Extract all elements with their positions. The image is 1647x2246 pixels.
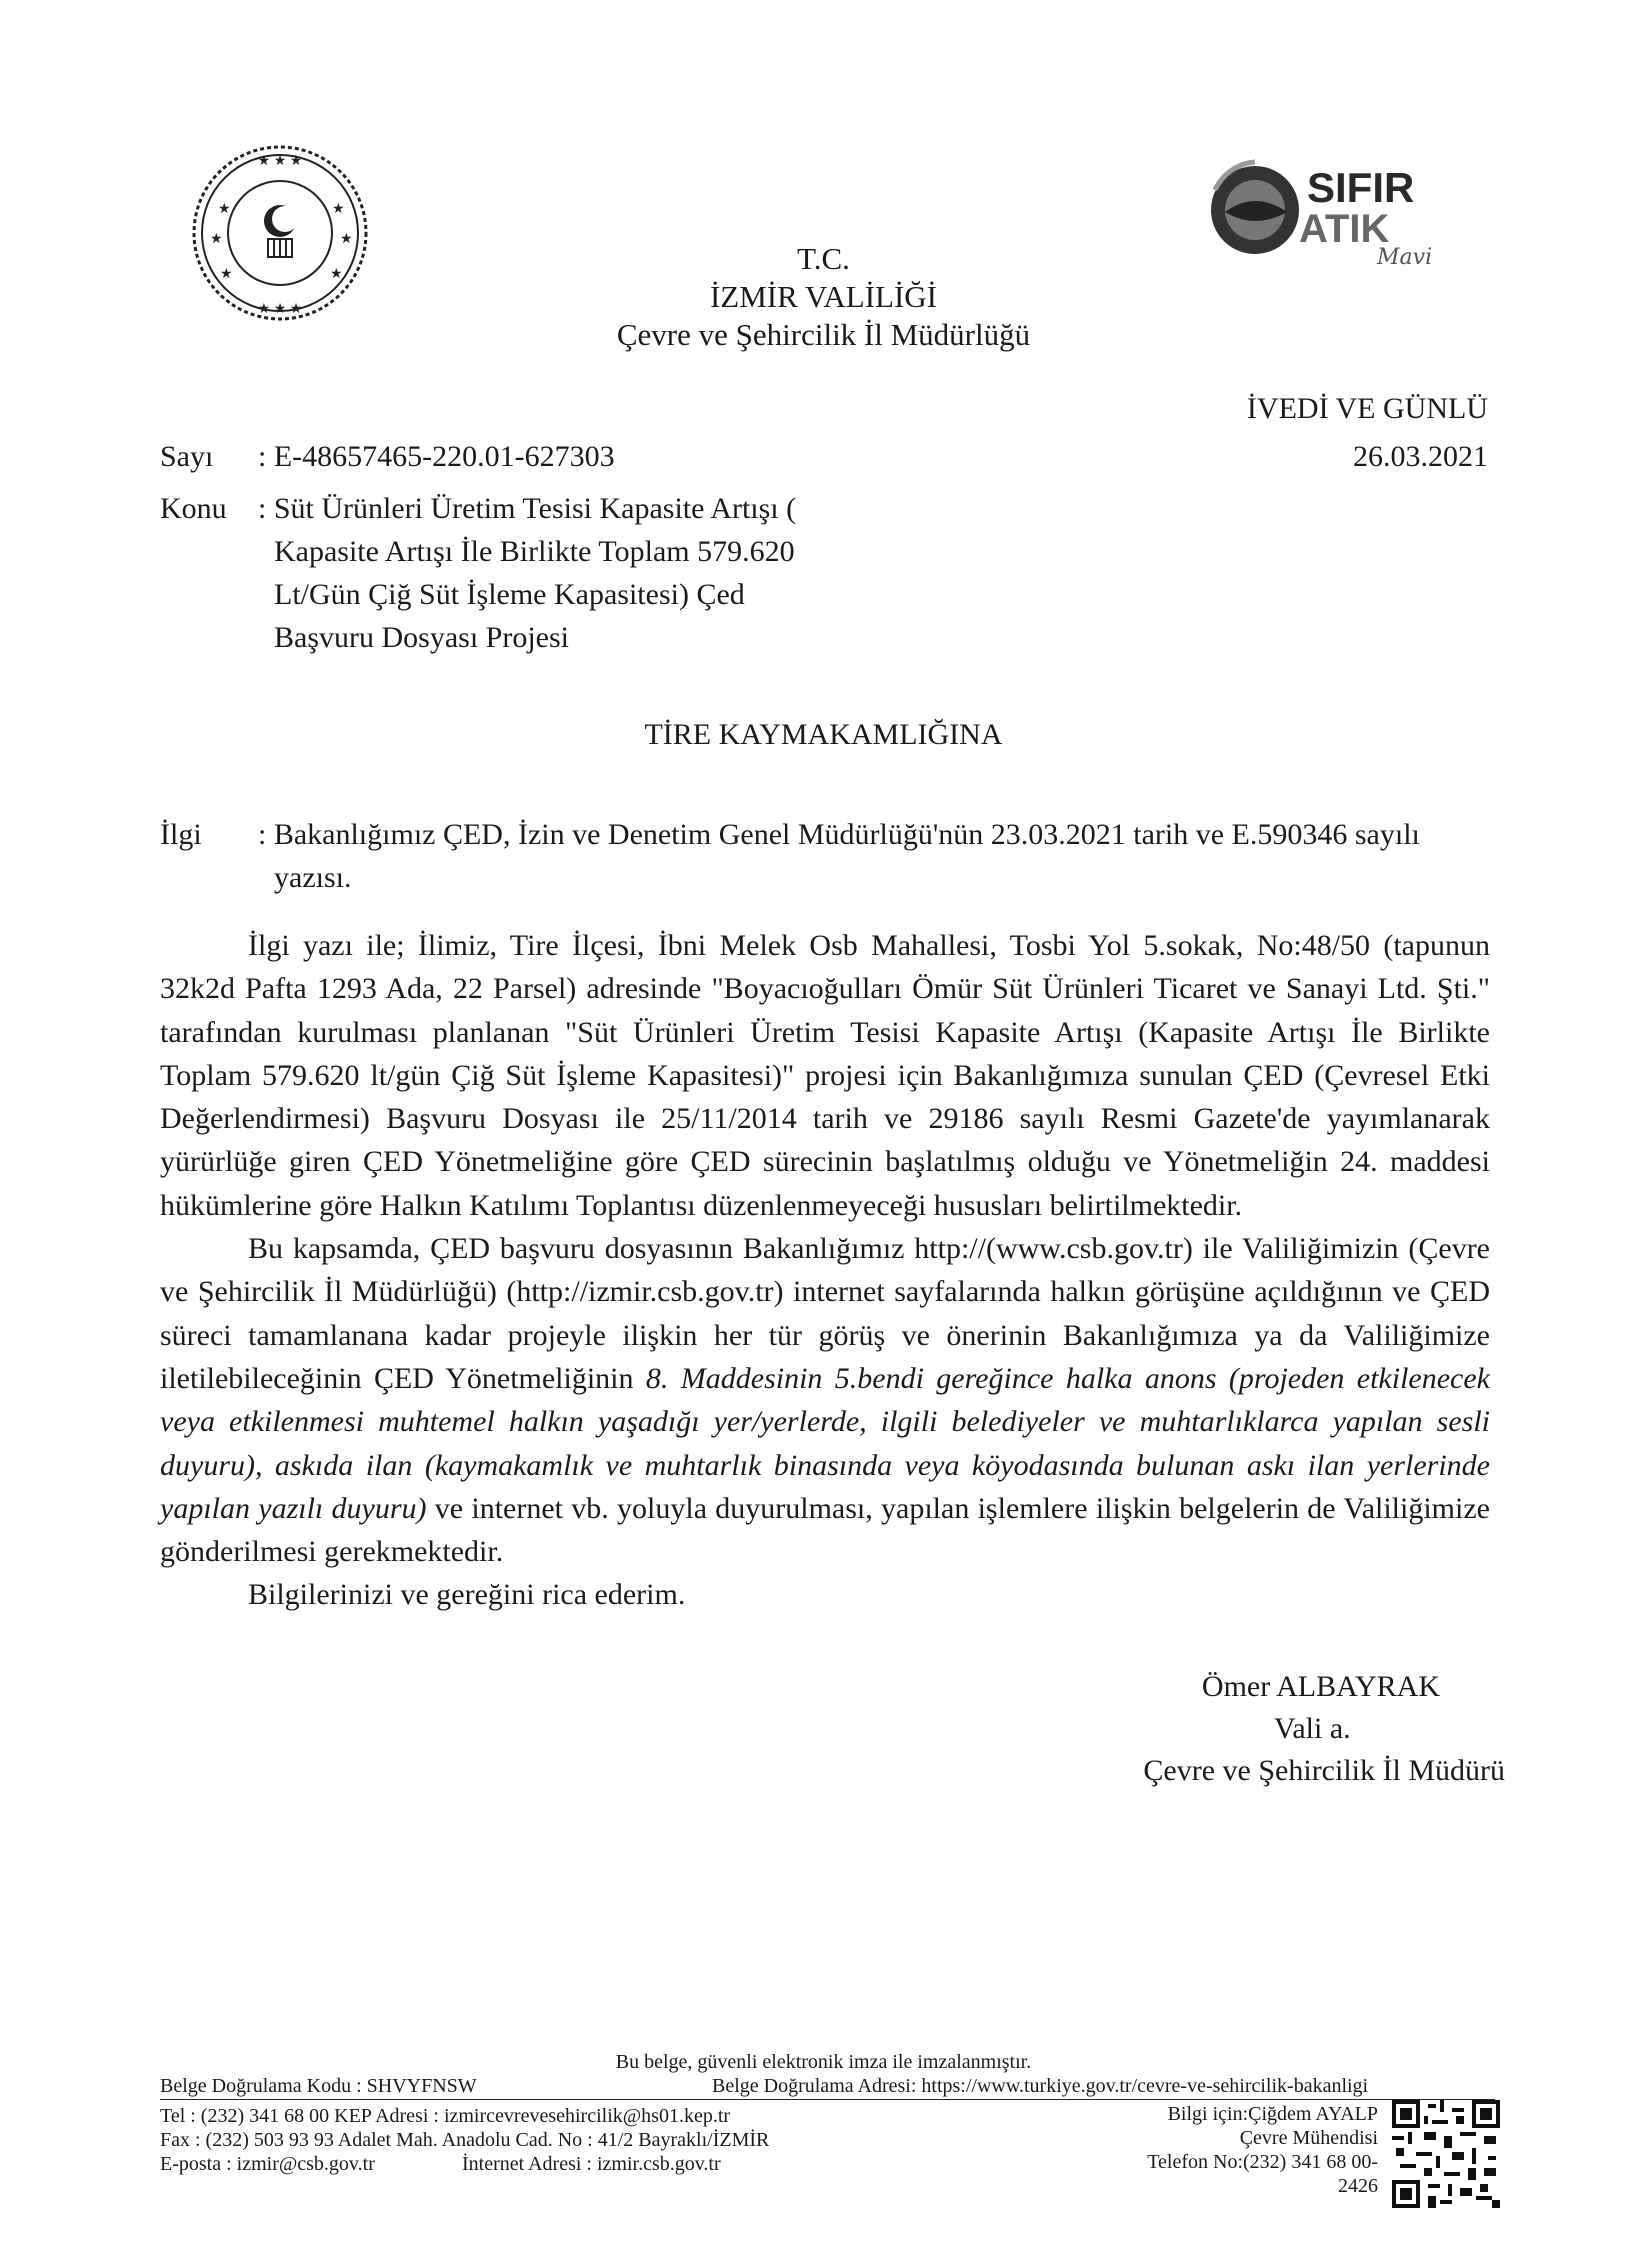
konu-line: Kapasite Artışı İle Birlikte Toplam 579.620 (274, 535, 795, 568)
signer-role: Vali a. (1274, 1712, 1351, 1745)
body-paragraph-2 (160, 1227, 1490, 1573)
svg-text:★: ★ (332, 202, 345, 217)
svg-text:★: ★ (340, 232, 353, 247)
contact-phone: Telefon No:(232) 341 68 00- (1147, 2151, 1378, 2173)
konu-label: Konu (160, 492, 227, 525)
svg-text:★ ★ ★: ★ ★ ★ (257, 154, 303, 169)
contact-person: Bilgi için:Çiğdem AYALP (1167, 2103, 1378, 2125)
footer-web: İnternet Adresi : izmir.csb.gov.tr (462, 2153, 721, 2175)
header-tc: T.C. (797, 241, 850, 276)
signer-title: Çevre ve Şehircilik İl Müdürü (1143, 1754, 1505, 1787)
svg-text:SIFIR: SIFIR (1307, 164, 1415, 211)
contact-title: Çevre Mühendisi (1239, 2127, 1378, 2149)
urgency-label: İVEDİ VE GÜNLÜ (1246, 392, 1488, 425)
svg-text:★: ★ (210, 232, 223, 247)
header-institution: İZMİR VALİLİĞİ (709, 279, 938, 314)
footer-email: E-posta : izmir@csb.gov.tr (160, 2153, 375, 2175)
konu-line: : Süt Ürünleri Üretim Tesisi Kapasite Artışı ( (258, 492, 797, 525)
footer-divider (160, 2099, 1495, 2100)
verify-address: Belge Doğrulama Adresi: https://www.turkiye.gov.tr/cevre-ve-sehircilik-bakanligi (712, 2075, 1369, 2097)
svg-text:★: ★ (220, 267, 233, 282)
svg-text:★: ★ (218, 202, 231, 217)
ilgi-text: : Bakanlığımız ÇED, İzin ve Denetim Genel Müdürlüğü'nün 23.03.2021 tarih ve E.590346 sayılı (258, 818, 1420, 851)
signer-name: Ömer ALBAYRAK (1201, 1670, 1440, 1703)
contact-phone-ext: 2426 (1338, 2175, 1378, 2197)
letter-body (160, 924, 1490, 1617)
body-paragraph-1: İlgi yazı ile; İlimiz, Tire İlçesi, İbni Melek Osb Mahallesi, Tosbi Yol 5.sokak, No:48/50 (tapunun 32k2d Pafta 1293 Ada, 22 Parsel) adresinde "Boyacıoğulları Ömür Süt Ürünleri Ticaret ve Sanayi Ltd. Şti." tarafından kurulması planlanan "Süt Ürünleri Üretim Tesisi Kapasite Artışı (Kapasite Artışı İle Birlikte Toplam 579.620 lt/gün Çiğ Süt İşleme Kapasitesi)" projesi için Bakanlığımıza sunulan ÇED (Çevresel Etki Değerlendirmesi) Başvuru Dosyası ile 25/11/2014 tarih ve 29186 sayılı Resmi Gazete'de yayımlanarak yürürlüğe giren ÇED Yönetmeliğine göre ÇED sürecinin başlatılmış olduğu ve Yönetmeliğin 24. maddesi hükümlerine göre Halkın Katılımı Toplantısı düzenlenmeyeceği hususları belirtilmektedir. (160, 929, 1490, 1222)
konu-line: Lt/Gün Çiğ Süt İşleme Kapasitesi) Çed (274, 578, 745, 611)
addressee: TİRE KAYMAKAMLIĞINA (644, 718, 1003, 751)
document-date: 26.03.2021 (1353, 440, 1488, 473)
ilgi-label: İlgi (160, 818, 202, 851)
esign-note: Bu belge, güvenli elektronik imza ile imzalanmıştır. (615, 2051, 1032, 2073)
sayi-label: Sayı (160, 440, 214, 473)
svg-text:ATIK: ATIK (1299, 207, 1390, 251)
qr-code-icon (1392, 2100, 1500, 2208)
body-p2-start: Bu kapsamda, ÇED başvuru dosyasının Bakanlığımız http://(www.csb.gov.tr) ile Valiliğimizin (Çevre ve Şehircilik İl Müdürlüğü) (http://izmir.csb.gov.tr) internet sayfalarında halkın görüşüne açıldığının ve ÇED süreci tamamlanana kadar projeyle ilişkin her tür görüş ve önerinin Bakanlığımıza ya da Valiliğimize iletilebileceğinin ÇED Yönetmeliğinin (160, 1232, 1490, 1395)
footer-fax: Fax : (232) 503 93 93 Adalet Mah. Anadolu Cad. No : 41/2 Bayraklı/İZMİR (160, 2129, 770, 2151)
body-p2-italic: 8. Maddesinin 5.bendi gereğince halka anons (projeden etkilenecek veya etkilenmesi muhtemel halkın yaşadığı yer/yerlerde, ilgili belediyeler ve muhtarlıklarca yapılan sesli duyuru), askıda ilan (kaymakamlık ve muhtarlık binasında veya köyodasında bulunan askı ilan yerlerinde yapılan yazılı duyuru) (160, 1361, 1490, 1525)
svg-text:★: ★ (330, 267, 343, 282)
header-department: Çevre ve Şehircilik İl Müdürlüğü (616, 317, 1031, 352)
body-paragraph-3: Bilgilerinizi ve gereğini rica ederim. (248, 1578, 686, 1612)
sayi-value: : E-48657465-220.01-627303 (258, 440, 615, 473)
footer-tel: Tel : (232) 341 68 00 KEP Adresi : izmircevrevesehircilik@hs01.kep.tr (160, 2105, 731, 2127)
svg-text:★ ★ ★: ★ ★ ★ (257, 302, 303, 317)
svg-text:Mavi: Mavi (1377, 245, 1433, 270)
ilgi-text-cont: yazısı. (274, 861, 352, 894)
body-p2-end: ve internet vb. yoluyla duyurulması, yapılan işlemlere ilişkin belgelerin de Valiliğimize gönderilmesi gerekmektedir. (160, 1491, 1490, 1569)
konu-line: Başvuru Dosyası Projesi (274, 621, 569, 654)
verify-code: Belge Doğrulama Kodu : SHVYFNSW (160, 2075, 477, 2097)
